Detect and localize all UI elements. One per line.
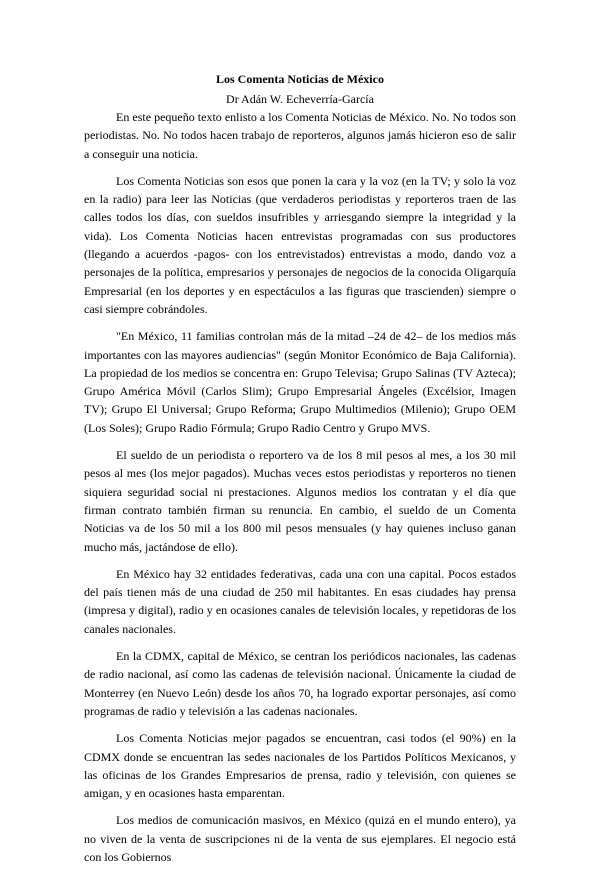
paragraph-3: "En México, 11 familias controlan más de la mitad –24 de 42– de los medios más importantes con las mayores audiencias" (según Monitor Económico de Baja California). La propiedad de los medios se concentra en: Grupo Televisa; Grupo Salinas (TV Azteca); Grupo América Móvil (Carlos Slim); Grupo Empresarial Ángeles (Excélsior, Imagen TV); Grupo El Universal; Grupo Reforma; Grupo Multimedios (Milenio); Grupo OEM (Los Soles); Grupo Radio Fórmula; Grupo Radio Centro y Grupo MVS. <box>84 329 516 435</box>
document-author: Dr Adán W. Echeverría-García <box>226 92 374 106</box>
paragraph-5: En México hay 32 entidades federativas, cada una con una capital. Pocos estados del país tienen más de una ciudad de 250 mil habitantes. En esas ciudades hay prensa (impresa y digital), radio y en ocasiones canales de televisión locales, y repetidoras de los canales nacionales. <box>84 566 516 636</box>
paragraph-4: El sueldo de un periodista o reportero va de los 8 mil pesos al mes, a los 30 mil pesos al mes (los mejor pagados). Muchas veces estos periodistas y reporteros no tienen siquiera seguridad social ni prestaciones. Algunos medios los contratan y el día que firman contrato también firman su renuncia. En cambio, el sueldo de un Comenta Noticias va de los 50 mil a los 800 mil pesos mensuales (y hay quienes incluso ganan mucho más, jactándose de ello). <box>84 448 516 554</box>
paragraph-7: Los Comenta Noticias mejor pagados se encuentran, casi todos (el 90%) en la CDMX donde se encuentran las sedes nacionales de los Partidos Políticos Mexicanos, y las oficinas de los Grandes Empresarios de prensa, radio y televisión, con quienes se amigan, y en ocasiones hasta emparentan. <box>84 731 516 801</box>
document-title: Los Comenta Noticias de México <box>216 72 384 86</box>
paragraph-2: Los Comenta Noticias son esos que ponen la cara y la voz (en la TV; y solo la voz en la radio) para leer las Noticias (que verdaderos periodistas y reporteros traen de las calles todos los días, con sueldos insufribles y arriesgando siempre la integridad y la vida). Los Comenta Noticias hacen entrevistas programadas con sus productores (llegando a acuerdos -pagos- con los entrevistados) entrevistas a modo, dando voz a personajes de la política, empresarios y personajes de negocios de la conocida Oligarquía Empresarial (en los deportes y en espectáculos a las figuras que trascienden) siempre o casi siempre cobrándoles. <box>84 173 516 316</box>
paragraph-1: En este pequeño texto enlisto a los Comenta Noticias de México. No. No todos son periodistas. No. No todos hacen trabajo de reporteros, algunos jamás hicieron eso de salir a conseguir una noticia. <box>84 110 516 161</box>
document-body <box>84 70 516 875</box>
paragraph-6: En la CDMX, capital de México, se centran los periódicos nacionales, las cadenas de radio nacional, así como las cadenas de televisión nacional. Únicamente la ciudad de Monterrey (en Nuevo León) desde los años 70, ha logrado exportar personajes, así como programas de radio y televisión a las cadenas nacionales. <box>84 649 516 718</box>
paragraph-8: Los medios de comunicación masivos, en México (quizá en el mundo entero), ya no viven de la venta de suscripciones ni de la venta de sus ejemplares. El negocio está con los Gobiernos <box>84 813 516 864</box>
